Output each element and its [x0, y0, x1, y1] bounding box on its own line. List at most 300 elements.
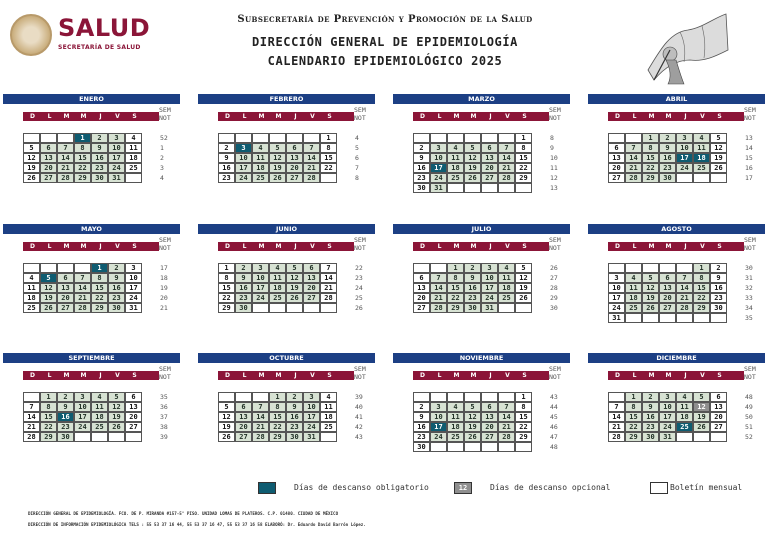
- day-cell: 5: [269, 143, 286, 153]
- day-cell: 6: [413, 273, 430, 283]
- day-cell: 28: [625, 173, 642, 183]
- day-cell: 13: [125, 402, 142, 412]
- day-cell: 30: [413, 183, 430, 193]
- day-cell: 30: [464, 303, 481, 313]
- day-cell: 10: [252, 273, 269, 283]
- day-cell: 5: [693, 392, 710, 402]
- weekday-label: M: [453, 372, 460, 379]
- month-name: JULIO: [393, 224, 570, 234]
- day-cell: 16: [91, 153, 108, 163]
- day-cell: 21: [74, 293, 91, 303]
- weekday-label: J: [99, 372, 102, 379]
- day-cell: 7: [608, 402, 625, 412]
- week-number: 9: [550, 144, 554, 152]
- day-cell: 22: [447, 293, 464, 303]
- empty-cell: [235, 392, 252, 402]
- weekday-label: D: [30, 113, 35, 120]
- day-cell: 3: [430, 143, 447, 153]
- legend: [258, 480, 758, 496]
- day-cell: 28: [608, 432, 625, 442]
- weekday-label: J: [684, 113, 687, 120]
- week-number: 4: [160, 174, 164, 182]
- day-cell: 18: [498, 283, 515, 293]
- month-noviembre: [393, 353, 570, 475]
- day-cell: 6: [40, 143, 57, 153]
- empty-cell: [286, 303, 303, 313]
- day-cell: 31: [303, 432, 320, 442]
- empty-cell: [676, 432, 693, 442]
- day-cell: 16: [218, 163, 235, 173]
- empty-cell: [447, 183, 464, 193]
- day-cell: 5: [218, 402, 235, 412]
- day-cell: 27: [608, 173, 625, 183]
- day-cell: 5: [464, 402, 481, 412]
- empty-cell: [625, 133, 642, 143]
- day-cell: 23: [413, 173, 430, 183]
- empty-cell: [413, 263, 430, 273]
- day-cell: 31: [108, 173, 125, 183]
- legend-bulletin-label: Boletín mensual: [670, 483, 743, 492]
- logo-subtitle: SECRETARÍA DE SALUD: [58, 44, 141, 51]
- day-cell: 24: [676, 163, 693, 173]
- day-cell: 1: [515, 133, 532, 143]
- weekday-header: [23, 112, 159, 121]
- day-cell: 26: [218, 432, 235, 442]
- week-number: 39: [160, 433, 168, 441]
- month-name: MARZO: [393, 94, 570, 104]
- weekday-header: [413, 242, 549, 251]
- day-cell: 9: [413, 412, 430, 422]
- not-label: NOT: [354, 114, 366, 122]
- day-cell: 26: [286, 293, 303, 303]
- day-cell: 13: [608, 153, 625, 163]
- day-cell: 7: [74, 273, 91, 283]
- weekday-label: M: [665, 243, 672, 250]
- weekday-label: S: [327, 372, 332, 379]
- day-cell: 2: [413, 143, 430, 153]
- day-cell: 11: [625, 283, 642, 293]
- day-cell: 15: [269, 412, 286, 422]
- day-cell: 21: [625, 163, 642, 173]
- day-cell: 12: [269, 153, 286, 163]
- day-cell: 17: [74, 412, 91, 422]
- day-cell: 14: [74, 283, 91, 293]
- week-number: 10: [550, 154, 558, 162]
- day-cell: 1: [74, 133, 91, 143]
- weekday-label: M: [80, 243, 87, 250]
- day-cell: 8: [91, 273, 108, 283]
- day-cell: 24: [608, 303, 625, 313]
- sem-label: SEM: [354, 106, 366, 114]
- empty-cell: [481, 133, 498, 143]
- weekday-label: J: [99, 243, 102, 250]
- day-cell: 10: [235, 153, 252, 163]
- day-cell: 7: [252, 402, 269, 412]
- day-cell: 28: [498, 432, 515, 442]
- week-number: 35: [745, 314, 753, 322]
- not-label: NOT: [744, 114, 756, 122]
- day-cell: 22: [320, 163, 337, 173]
- day-cell: 8: [40, 402, 57, 412]
- not-label: NOT: [549, 114, 561, 122]
- weekday-label: D: [225, 243, 230, 250]
- weekday-label: V: [505, 243, 510, 250]
- day-cell: 12: [710, 143, 727, 153]
- weekday-label: S: [717, 372, 722, 379]
- month-name: FEBRERO: [198, 94, 375, 104]
- weekday-header: [23, 242, 159, 251]
- day-cell: 24: [74, 422, 91, 432]
- day-cell: 19: [218, 422, 235, 432]
- weekday-label: M: [665, 113, 672, 120]
- week-number: 52: [160, 134, 168, 142]
- week-number: 38: [160, 423, 168, 431]
- empty-cell: [693, 313, 710, 323]
- day-cell: 20: [659, 293, 676, 303]
- day-cell: 13: [481, 153, 498, 163]
- day-cell: 25: [91, 422, 108, 432]
- day-cell: 16: [57, 412, 74, 422]
- month-agosto: [588, 224, 765, 346]
- day-cell: 3: [125, 263, 142, 273]
- day-cell: 25: [447, 432, 464, 442]
- day-cell: 13: [303, 273, 320, 283]
- empty-cell: [74, 432, 91, 442]
- day-cell: 26: [693, 422, 710, 432]
- day-cell: 11: [125, 143, 142, 153]
- legend-optional-swatch: 12: [454, 482, 472, 494]
- weekday-label: S: [522, 372, 527, 379]
- week-number: 48: [745, 393, 753, 401]
- weekday-label: D: [30, 243, 35, 250]
- day-cell: 23: [642, 422, 659, 432]
- week-number: 14: [745, 144, 753, 152]
- day-cell: 9: [218, 153, 235, 163]
- day-cell: 29: [218, 303, 235, 313]
- day-cell: 1: [40, 392, 57, 402]
- day-cell: 24: [303, 422, 320, 432]
- day-cell: 11: [91, 402, 108, 412]
- month-name: ABRIL: [588, 94, 765, 104]
- day-cell: 15: [515, 153, 532, 163]
- weekday-label: S: [327, 113, 332, 120]
- day-cell: 29: [40, 432, 57, 442]
- empty-cell: [515, 183, 532, 193]
- day-cell: 30: [235, 303, 252, 313]
- weekday-label: M: [258, 243, 265, 250]
- day-cell: 6: [481, 143, 498, 153]
- day-cell: 12: [40, 283, 57, 293]
- day-cell: 11: [269, 273, 286, 283]
- day-cell: 17: [430, 422, 447, 432]
- empty-cell: [320, 432, 337, 442]
- weekday-label: S: [132, 243, 137, 250]
- weekday-label: L: [437, 113, 442, 120]
- empty-cell: [710, 432, 727, 442]
- calendar-title: CALENDARIO EPIDEMIOLÓGICO 2025: [267, 54, 503, 68]
- day-cell: 27: [40, 173, 57, 183]
- day-cell: 11: [693, 143, 710, 153]
- empty-cell: [269, 303, 286, 313]
- day-cell: 11: [498, 273, 515, 283]
- sem-label: SEM: [549, 236, 561, 244]
- day-cell: 20: [57, 293, 74, 303]
- week-number: 19: [160, 284, 168, 292]
- week-number: 21: [160, 304, 168, 312]
- day-cell: 21: [608, 422, 625, 432]
- logo-wordmark: SALUD: [58, 14, 151, 42]
- day-cell: 19: [23, 163, 40, 173]
- day-cell: 4: [23, 273, 40, 283]
- weekday-label: L: [242, 113, 247, 120]
- month-junio: [198, 224, 375, 346]
- empty-cell: [693, 173, 710, 183]
- day-cell: 4: [125, 133, 142, 143]
- empty-cell: [235, 133, 252, 143]
- day-cell: 26: [710, 163, 727, 173]
- day-cell: 19: [710, 153, 727, 163]
- day-cell: 24: [659, 422, 676, 432]
- empty-cell: [108, 432, 125, 442]
- weekday-header: [218, 112, 354, 121]
- month-septiembre: [3, 353, 180, 475]
- day-cell: 16: [235, 283, 252, 293]
- day-cell: 14: [625, 153, 642, 163]
- week-number: 3: [160, 164, 164, 172]
- empty-cell: [481, 442, 498, 452]
- day-cell: 23: [464, 293, 481, 303]
- day-cell: 26: [515, 293, 532, 303]
- day-cell: 10: [430, 153, 447, 163]
- legend-optional-label: Días de descanso opcional: [490, 483, 611, 492]
- weekday-label: M: [63, 113, 70, 120]
- day-cell: 23: [286, 422, 303, 432]
- day-cell: 20: [303, 283, 320, 293]
- month-diciembre: [588, 353, 765, 475]
- day-cell: 1: [269, 392, 286, 402]
- empty-cell: [481, 183, 498, 193]
- day-cell: 26: [464, 173, 481, 183]
- day-cell: 20: [710, 412, 727, 422]
- weekday-label: V: [505, 372, 510, 379]
- week-number: 46: [550, 423, 558, 431]
- day-cell: 7: [57, 143, 74, 153]
- weekday-label: M: [470, 243, 477, 250]
- day-cell: 12: [108, 402, 125, 412]
- sem-label: SEM: [159, 106, 171, 114]
- day-cell: 22: [625, 422, 642, 432]
- day-cell: 25: [676, 422, 693, 432]
- day-cell: 5: [23, 143, 40, 153]
- empty-cell: [676, 173, 693, 183]
- day-cell: 17: [659, 412, 676, 422]
- day-cell: 11: [447, 412, 464, 422]
- empty-cell: [252, 133, 269, 143]
- day-cell: 10: [659, 402, 676, 412]
- month-name: ENERO: [3, 94, 180, 104]
- day-cell: 3: [481, 263, 498, 273]
- week-number: 15: [745, 154, 753, 162]
- day-cell: 31: [481, 303, 498, 313]
- empty-cell: [57, 263, 74, 273]
- week-number: 5: [355, 144, 359, 152]
- empty-cell: [498, 392, 515, 402]
- day-cell: 25: [320, 422, 337, 432]
- month-name: DICIEMBRE: [588, 353, 765, 363]
- day-cell: 16: [464, 283, 481, 293]
- week-number: 33: [745, 294, 753, 302]
- empty-cell: [320, 173, 337, 183]
- day-cell: 27: [659, 303, 676, 313]
- day-cell: 7: [303, 143, 320, 153]
- day-cell: 8: [515, 402, 532, 412]
- day-cell: 24: [108, 163, 125, 173]
- week-number: 28: [550, 284, 558, 292]
- month-marzo: [393, 94, 570, 216]
- day-cell: 13: [286, 153, 303, 163]
- month-julio: [393, 224, 570, 346]
- day-cell: 18: [91, 412, 108, 422]
- day-cell: 7: [498, 143, 515, 153]
- day-cell: 27: [57, 303, 74, 313]
- day-cell: 18: [447, 422, 464, 432]
- day-cell: 3: [303, 392, 320, 402]
- week-number: 44: [550, 403, 558, 411]
- week-number: 27: [550, 274, 558, 282]
- weekday-label: V: [310, 243, 315, 250]
- empty-cell: [498, 133, 515, 143]
- week-number: 22: [355, 264, 363, 272]
- not-label: NOT: [744, 244, 756, 252]
- weekday-label: V: [700, 113, 705, 120]
- day-cell: 27: [286, 173, 303, 183]
- empty-cell: [269, 133, 286, 143]
- week-number: 13: [745, 134, 753, 142]
- day-cell: 23: [413, 432, 430, 442]
- day-cell: 21: [676, 293, 693, 303]
- day-cell: 9: [91, 143, 108, 153]
- empty-cell: [430, 263, 447, 273]
- day-cell: 15: [447, 283, 464, 293]
- day-cell: 2: [235, 263, 252, 273]
- empty-cell: [515, 303, 532, 313]
- week-number: 36: [160, 403, 168, 411]
- weekday-header: [218, 371, 354, 380]
- weekday-label: M: [80, 113, 87, 120]
- weekday-label: M: [258, 113, 265, 120]
- day-cell: 17: [235, 163, 252, 173]
- day-cell: 15: [91, 283, 108, 293]
- not-label: NOT: [159, 244, 171, 252]
- day-cell: 5: [286, 263, 303, 273]
- day-cell: 6: [286, 143, 303, 153]
- weekday-header: [413, 371, 549, 380]
- day-cell: 23: [218, 173, 235, 183]
- day-cell: 2: [464, 263, 481, 273]
- day-cell: 15: [40, 412, 57, 422]
- empty-cell: [413, 392, 430, 402]
- empty-cell: [125, 173, 142, 183]
- day-cell: 14: [498, 153, 515, 163]
- day-cell: 18: [447, 163, 464, 173]
- day-cell: 9: [642, 402, 659, 412]
- day-cell: 15: [515, 412, 532, 422]
- week-number: 18: [160, 274, 168, 282]
- day-cell: 27: [481, 432, 498, 442]
- day-cell: 22: [693, 293, 710, 303]
- weekday-label: M: [665, 372, 672, 379]
- day-cell: 16: [413, 422, 430, 432]
- day-cell: 25: [269, 293, 286, 303]
- day-cell: 2: [642, 392, 659, 402]
- day-cell: 2: [286, 392, 303, 402]
- day-cell: 21: [430, 293, 447, 303]
- sem-label: SEM: [354, 365, 366, 373]
- day-cell: 3: [252, 263, 269, 273]
- day-cell: 26: [40, 303, 57, 313]
- week-number: 30: [550, 304, 558, 312]
- day-cell: 28: [74, 303, 91, 313]
- day-cell: 13: [57, 283, 74, 293]
- day-cell: 29: [269, 432, 286, 442]
- weekday-label: L: [632, 372, 637, 379]
- day-cell: 27: [303, 293, 320, 303]
- day-cell: 29: [515, 432, 532, 442]
- day-cell: 20: [413, 293, 430, 303]
- day-cell: 28: [320, 293, 337, 303]
- day-cell: 13: [413, 283, 430, 293]
- empty-cell: [498, 303, 515, 313]
- day-cell: 30: [710, 303, 727, 313]
- day-cell: 23: [108, 293, 125, 303]
- day-cell: 21: [320, 283, 337, 293]
- day-cell: 12: [464, 412, 481, 422]
- day-cell: 17: [608, 293, 625, 303]
- day-cell: 5: [108, 392, 125, 402]
- weekday-label: M: [648, 372, 655, 379]
- day-cell: 9: [57, 402, 74, 412]
- day-cell: 14: [320, 273, 337, 283]
- day-cell: 3: [608, 273, 625, 283]
- day-cell: 26: [269, 173, 286, 183]
- empty-cell: [303, 133, 320, 143]
- day-cell: 28: [303, 173, 320, 183]
- day-cell: 1: [447, 263, 464, 273]
- empty-cell: [218, 392, 235, 402]
- empty-cell: [693, 432, 710, 442]
- month-name: SEPTIEMBRE: [3, 353, 180, 363]
- day-cell: 3: [235, 143, 252, 153]
- month-febrero: [198, 94, 375, 216]
- day-cell: 14: [23, 412, 40, 422]
- day-cell: 3: [659, 392, 676, 402]
- day-cell: 12: [642, 283, 659, 293]
- day-cell: 30: [286, 432, 303, 442]
- day-cell: 10: [676, 143, 693, 153]
- day-cell: 15: [625, 412, 642, 422]
- empty-cell: [125, 432, 142, 442]
- weekday-label: V: [115, 372, 120, 379]
- day-cell: 24: [481, 293, 498, 303]
- day-cell: 5: [710, 133, 727, 143]
- day-cell: 23: [235, 293, 252, 303]
- weekday-label: J: [684, 372, 687, 379]
- day-cell: 6: [235, 402, 252, 412]
- day-cell: 14: [498, 412, 515, 422]
- day-cell: 20: [481, 422, 498, 432]
- weekday-header: [608, 242, 744, 251]
- day-cell: 22: [515, 422, 532, 432]
